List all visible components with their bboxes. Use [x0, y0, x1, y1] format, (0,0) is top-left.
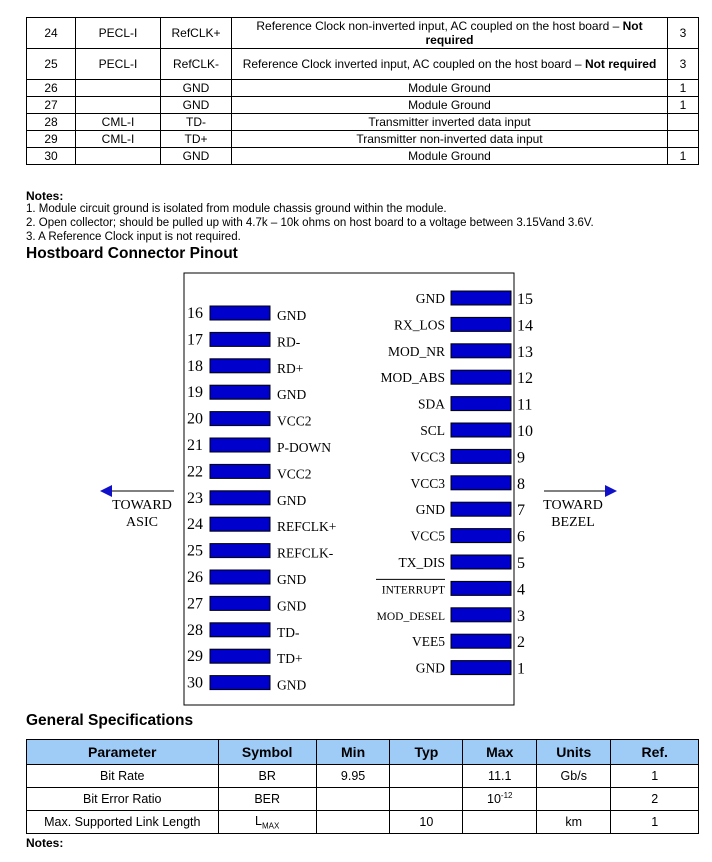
pinout-heading: Hostboard Connector Pinout [26, 245, 238, 262]
pin-27-pad [210, 596, 270, 610]
note-item: 1. Module circuit ground is isolated from module chassis ground within the module. [26, 203, 447, 215]
pin-cell-symbol: TD- [161, 114, 232, 131]
pin-cell-note: 3 [668, 49, 699, 80]
pin-22-pad [210, 464, 270, 478]
pin-6-label: VCC5 [410, 528, 445, 544]
pin-20-pad [210, 412, 270, 426]
specs-cell-symbol: BER [218, 788, 316, 811]
pin-table-row [27, 49, 699, 80]
pin-7-pad [451, 502, 511, 516]
specs-cell-typ [390, 765, 463, 788]
specs-cell-min: 9.95 [316, 765, 390, 788]
pin-15-label: GND [415, 291, 445, 306]
pin-22-number: 22 [187, 463, 203, 481]
connector-pinout-diagram [0, 272, 712, 707]
pin-cell-desc: Module Ground [232, 97, 668, 114]
pin-cell-pin: 26 [27, 80, 76, 97]
pin-cell-logic: CML-I [76, 131, 161, 148]
note-item: 2. Open collector; should be pulled up with 4.7k – 10k ohms on host board to a voltage between 3.15Vand 3.6V. [26, 217, 594, 229]
pin-cell-logic [76, 148, 161, 165]
specs-cell-param: Max. Supported Link Length [27, 811, 219, 834]
pin-cell-note: 1 [668, 97, 699, 114]
specs-cell-max [463, 811, 537, 834]
specs-header-cell: Ref. [611, 740, 699, 765]
specs-cell-param: Bit Error Ratio [27, 788, 219, 811]
pin-16-number: 16 [187, 305, 203, 322]
specs-cell-max: 11.1 [463, 765, 537, 788]
pin-cell-desc: Module Ground [232, 148, 668, 165]
pin-table-row [27, 148, 699, 165]
specs-cell-typ: 10 [390, 811, 463, 834]
specs-table [26, 739, 699, 834]
pin-table-row [27, 97, 699, 114]
pin-21-number: 21 [187, 437, 203, 454]
right-pin-column [376, 291, 533, 678]
toward-bezel-arrow [543, 485, 617, 530]
pin-11-label: SDA [417, 396, 445, 412]
pin-17-pad [210, 332, 270, 346]
pin-28-label: TD- [277, 624, 300, 640]
pin-25-label: REFCLK- [277, 545, 334, 561]
pin-29-number: 29 [187, 648, 203, 666]
pin-24-number: 24 [187, 516, 203, 534]
pin-cell-logic [76, 80, 161, 97]
pin-25-number: 25 [187, 542, 203, 560]
pin-cell-note: 1 [668, 80, 699, 97]
pin-5-label: TX_DIS [398, 555, 445, 570]
pin-cell-note [668, 114, 699, 131]
pin-12-label: MOD_ABS [380, 370, 445, 386]
pin-2-label: VEE5 [412, 634, 445, 650]
toward-bezel-label-1: TOWARD [543, 498, 603, 513]
specs-cell-ref: 1 [611, 811, 699, 834]
pin-22-label: VCC2 [277, 466, 312, 482]
left-pin-column [187, 305, 336, 693]
notes-list [26, 202, 594, 244]
note-item: 3. A Reference Clock input is not required. [26, 231, 241, 243]
specs-header-cell: Max [463, 740, 537, 765]
pin-table-row [27, 131, 699, 148]
pin-cell-desc: Transmitter non-inverted data input [232, 131, 668, 148]
specs-row [27, 765, 699, 788]
pin-23-number: 23 [187, 489, 203, 507]
specs-cell-units [537, 788, 611, 811]
pin-cell-symbol: RefCLK+ [161, 18, 232, 49]
pin-17-number: 17 [187, 331, 203, 349]
toward-asic-label-1: TOWARD [112, 498, 172, 513]
pin-29-pad [210, 649, 270, 663]
pin-cell-pin: 30 [27, 148, 76, 165]
pin-19-pad [210, 385, 270, 399]
pin-2-number: 2 [517, 634, 525, 652]
pin-14-label: RX_LOS [393, 317, 445, 333]
pin-cell-pin: 28 [27, 114, 76, 131]
pin-28-pad [210, 623, 270, 637]
pin-9-label: VCC3 [410, 449, 445, 465]
pin-cell-logic: CML-I [76, 114, 161, 131]
pin-23-pad [210, 491, 270, 505]
specs-heading: General Specifications [26, 712, 194, 729]
pin-20-number: 20 [187, 410, 203, 428]
pin-6-pad [451, 529, 511, 543]
pin-3-number: 3 [517, 607, 525, 625]
pin-19-label: GND [277, 387, 307, 403]
specs-row [27, 788, 699, 811]
specs-cell-units: Gb/s [537, 765, 611, 788]
pin-cell-logic: PECL-I [76, 49, 161, 80]
specs-header-cell: Symbol [218, 740, 316, 765]
specs-cell-max: $10^{-12}$ [463, 788, 537, 811]
pin-4-pad [451, 581, 511, 595]
pin-30-label: GND [277, 677, 307, 693]
toward-asic-arrow [100, 485, 174, 530]
pin-23-label: GND [277, 492, 307, 508]
pin-12-pad [451, 370, 511, 384]
pin-21-pad [210, 438, 270, 452]
specs-cell-ref: 1 [611, 765, 699, 788]
pin-14-number: 14 [517, 317, 533, 335]
pin-cell-note: 3 [668, 18, 699, 49]
specs-cell-ref: 2 [611, 788, 699, 811]
pin-15-number: 15 [517, 291, 533, 308]
specs-cell-symbol: BR [218, 765, 316, 788]
specs-cell-min [316, 788, 390, 811]
pin-cell-pin: 29 [27, 131, 76, 148]
pin-7-label: GND [415, 502, 445, 518]
specs-header-cell: Parameter [27, 740, 219, 765]
pin-cell-desc: Reference Clock non-inverted input, AC coupled on the host board – Not required [232, 18, 668, 49]
pin-table-row [27, 18, 699, 49]
pin-19-number: 19 [187, 384, 203, 402]
pin-cell-pin: 27 [27, 97, 76, 114]
pin-4-label: INTERRUPT [381, 584, 445, 597]
pin-8-label: VCC3 [410, 475, 445, 491]
toward-bezel-label-2: BEZEL [551, 515, 595, 530]
pin-cell-symbol: TD+ [161, 131, 232, 148]
pin-26-pad [210, 570, 270, 584]
pin-6-number: 6 [517, 528, 525, 546]
pin-24-pad [210, 517, 270, 531]
pin-21-label: P-DOWN [277, 440, 331, 455]
pin-cell-symbol: GND [161, 148, 232, 165]
pin-10-label: SCL [420, 423, 445, 438]
pin-12-number: 12 [517, 370, 533, 388]
pin-13-number: 13 [517, 343, 533, 361]
specs-cell-units: km [537, 811, 611, 834]
pin-cell-desc: Transmitter inverted data input [232, 114, 668, 131]
pin-cell-symbol: GND [161, 97, 232, 114]
pin-9-number: 9 [517, 449, 525, 467]
pin-7-number: 7 [517, 502, 525, 520]
pin-18-number: 18 [187, 357, 203, 375]
pin-11-number: 11 [517, 396, 533, 414]
pin-13-label: MOD_NR [387, 343, 445, 359]
pin-table-row [27, 114, 699, 131]
pin-cell-pin: 25 [27, 49, 76, 80]
pin-cell-symbol: GND [161, 80, 232, 97]
pin-14-pad [451, 317, 511, 331]
notes-title: Notes: [26, 189, 64, 203]
specs-row [27, 811, 699, 834]
pin-27-label: GND [277, 598, 307, 614]
pin-cell-note [668, 131, 699, 148]
pin-table [26, 17, 699, 165]
pin-30-number: 30 [187, 674, 203, 692]
pin-8-pad [451, 476, 511, 490]
pin-cell-note: 1 [668, 148, 699, 165]
pin-cell-desc: Module Ground [232, 80, 668, 97]
pin-26-number: 26 [187, 569, 203, 586]
pin-24-label: REFCLK+ [277, 519, 337, 535]
pin-18-pad [210, 359, 270, 373]
pin-cell-pin: 24 [27, 18, 76, 49]
pin-2-pad [451, 634, 511, 648]
toward-asic-label-2: ASIC [126, 515, 158, 530]
pin-10-number: 10 [517, 423, 533, 440]
pin-cell-desc: Reference Clock inverted input, AC coupled on the host board – Not required [232, 49, 668, 80]
specs-header-cell: Units [537, 740, 611, 765]
pin-25-pad [210, 544, 270, 558]
specs-header-cell: Min [316, 740, 390, 765]
pin-20-label: VCC2 [277, 413, 312, 429]
pin-28-number: 28 [187, 621, 203, 639]
pin-16-label: GND [277, 308, 307, 323]
specs-cell-param: Bit Rate [27, 765, 219, 788]
pin-1-pad [451, 661, 511, 675]
pin-table-row [27, 80, 699, 97]
pin-3-label: MOD_DESEL [376, 610, 445, 623]
pin-27-number: 27 [187, 595, 203, 613]
pin-16-pad [210, 306, 270, 320]
specs-header-row [27, 740, 699, 765]
specs-notes-title: Notes: [26, 836, 64, 850]
pin-cell-logic: PECL-I [76, 18, 161, 49]
pin-30-pad [210, 676, 270, 690]
pin-5-pad [451, 555, 511, 569]
pin-1-label: GND [415, 660, 445, 676]
specs-cell-min [316, 811, 390, 834]
pin-29-label: TD+ [277, 651, 303, 667]
pin-13-pad [451, 344, 511, 358]
specs-cell-typ [390, 788, 463, 811]
pin-15-pad [451, 291, 511, 305]
pin-3-pad [451, 608, 511, 622]
pin-11-pad [451, 397, 511, 411]
pin-9-pad [451, 449, 511, 463]
pin-cell-logic [76, 97, 161, 114]
pin-17-label: RD- [277, 334, 301, 350]
pin-10-pad [451, 423, 511, 437]
pin-1-number: 1 [517, 660, 525, 678]
pin-5-number: 5 [517, 555, 525, 572]
pin-18-label: RD+ [277, 360, 304, 376]
specs-cell-symbol: $L_{MAX}$ [218, 811, 316, 834]
specs-header-cell: Typ [390, 740, 463, 765]
pin-4-number: 4 [517, 581, 525, 599]
pin-26-label: GND [277, 572, 307, 587]
pin-cell-symbol: RefCLK- [161, 49, 232, 80]
pin-8-number: 8 [517, 475, 525, 493]
